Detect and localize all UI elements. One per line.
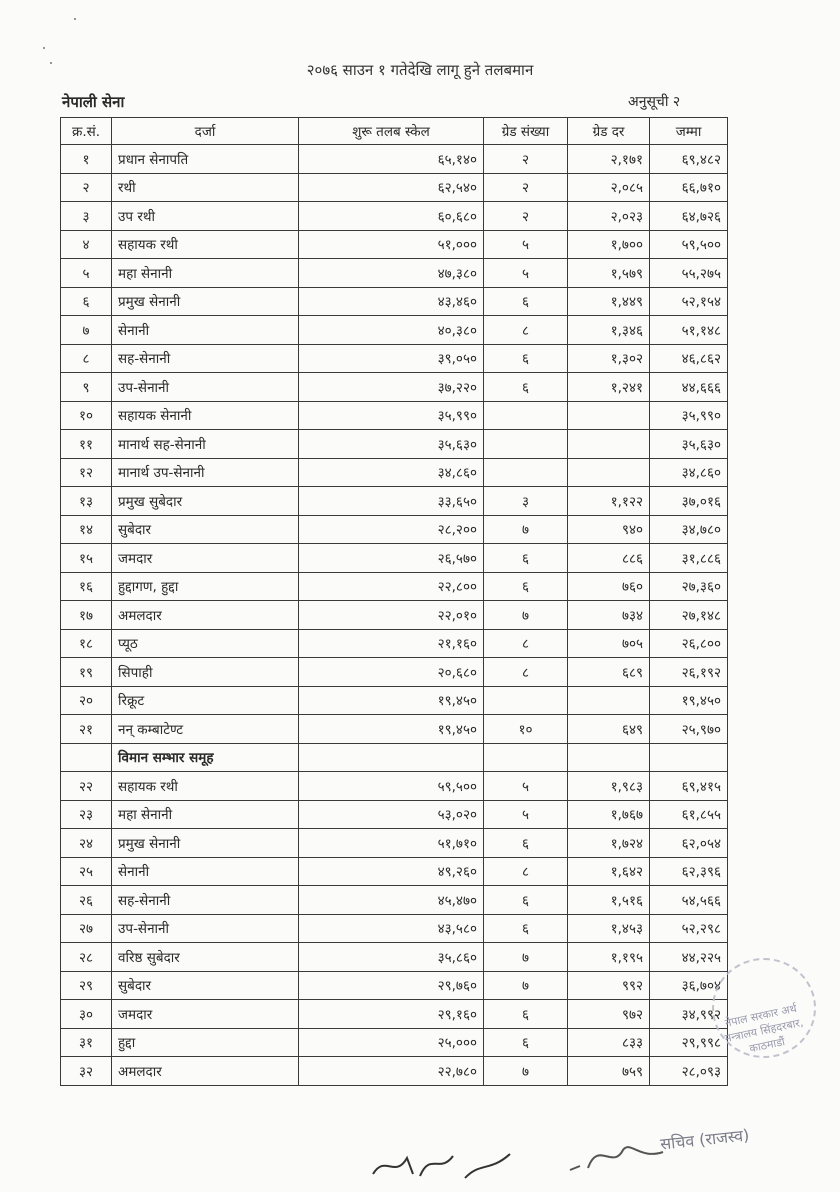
cell-grade-count: ७ <box>484 1057 568 1086</box>
cell-serial-number: २८ <box>61 943 112 972</box>
cell-starting-scale: १९,४५० <box>299 715 484 744</box>
cell-serial-number: ४ <box>61 230 112 259</box>
cell-total: २९,९९८ <box>650 1028 728 1057</box>
table-header-row <box>61 118 728 145</box>
cell-rank: प्यूठ <box>112 629 299 658</box>
cell-serial-number: २७ <box>61 914 112 943</box>
cell-grade-count <box>484 458 568 487</box>
cell-grade-count: २ <box>484 173 568 202</box>
cell-grade-rate: ७०५ <box>568 629 650 658</box>
cell-starting-scale: ३९,०५० <box>299 344 484 373</box>
cell-grade-rate: ८३३ <box>568 1028 650 1057</box>
table-row <box>61 629 728 658</box>
cell-serial-number: ३२ <box>61 1057 112 1086</box>
cell-grade-count: ३ <box>484 487 568 516</box>
cell-serial-number: १७ <box>61 601 112 630</box>
cell-rank: सहायक रथी <box>112 772 299 801</box>
table-row <box>61 202 728 231</box>
header-serial-number: क्र.सं. <box>61 118 112 145</box>
cell-serial-number: ११ <box>61 430 112 459</box>
table-row <box>61 487 728 516</box>
cell-rank: सह-सेनानी <box>112 344 299 373</box>
signature-left <box>365 1144 515 1184</box>
cell-total: ३५,९९० <box>650 401 728 430</box>
page-title: २०७६ साउन १ गतेदेखि लागू हुने तलबमान <box>306 61 534 79</box>
cell-total: २८,०९३ <box>650 1057 728 1086</box>
header-starting-scale: शुरू तलब स्केल <box>299 118 484 145</box>
cell-grade-rate: ७५९ <box>568 1057 650 1086</box>
table-row <box>61 829 728 858</box>
cell-serial-number: ३१ <box>61 1028 112 1057</box>
cell-total: २६,१९२ <box>650 658 728 687</box>
cell-grade-rate <box>568 743 650 772</box>
stamp-text: नेपाल सरकार अर्थ मन्त्रालय सिंहदरबार, काठमाडौं <box>723 1001 805 1056</box>
cell-rank: रथी <box>112 173 299 202</box>
cell-grade-rate <box>568 686 650 715</box>
cell-grade-count: ७ <box>484 971 568 1000</box>
cell-serial-number <box>61 743 112 772</box>
header-grade-rate: ग्रेड दर <box>568 118 650 145</box>
cell-total: ५२,१५४ <box>650 287 728 316</box>
cell-rank: सह-सेनानी <box>112 886 299 915</box>
cell-grade-rate: १,७०० <box>568 230 650 259</box>
cell-serial-number: १८ <box>61 629 112 658</box>
table-row <box>61 715 728 744</box>
cell-grade-rate: १,४४९ <box>568 287 650 316</box>
scan-speck <box>43 47 45 49</box>
table-row <box>61 800 728 829</box>
cell-grade-count: ८ <box>484 629 568 658</box>
cell-total <box>650 743 728 772</box>
cell-total: ३६,७०४ <box>650 971 728 1000</box>
table-row <box>61 686 728 715</box>
cell-rank: प्रमुख सेनानी <box>112 829 299 858</box>
table-row <box>61 1057 728 1086</box>
cell-total: २६,८०० <box>650 629 728 658</box>
cell-serial-number: २९ <box>61 971 112 1000</box>
cell-serial-number: ६ <box>61 287 112 316</box>
cell-total: ३४,७८० <box>650 515 728 544</box>
header-total: जम्मा <box>650 118 728 145</box>
cell-total: ३४,९९२ <box>650 1000 728 1029</box>
cell-starting-scale: १९,४५० <box>299 686 484 715</box>
table-row <box>61 943 728 972</box>
cell-starting-scale: २९,७६० <box>299 971 484 1000</box>
cell-rank: हुद्दा <box>112 1028 299 1057</box>
table-body <box>61 145 728 1086</box>
cell-grade-count: ८ <box>484 658 568 687</box>
cell-total: ३१,८८६ <box>650 544 728 573</box>
cell-starting-scale: ४३,५८० <box>299 914 484 943</box>
cell-starting-scale: २२,०१० <box>299 601 484 630</box>
cell-starting-scale: ४७,३८० <box>299 259 484 288</box>
cell-serial-number: २० <box>61 686 112 715</box>
cell-starting-scale: २६,५७० <box>299 544 484 573</box>
cell-rank: महा सेनानी <box>112 800 299 829</box>
secretary-signature-label: सचिव (राजस्व) <box>659 1125 751 1154</box>
table-row <box>61 145 728 174</box>
cell-grade-count: ६ <box>484 829 568 858</box>
cell-total: ६९,४१५ <box>650 772 728 801</box>
cell-grade-count: ६ <box>484 914 568 943</box>
table-row <box>61 601 728 630</box>
cell-total: ५९,५०० <box>650 230 728 259</box>
cell-total: ६२,३९६ <box>650 857 728 886</box>
cell-rank: सेनानी <box>112 857 299 886</box>
table-row <box>61 544 728 573</box>
cell-rank: प्रधान सेनापति <box>112 145 299 174</box>
table-row <box>61 515 728 544</box>
cell-grade-count: ६ <box>484 572 568 601</box>
cell-serial-number: १६ <box>61 572 112 601</box>
cell-total: ३५,६३० <box>650 430 728 459</box>
table-row <box>61 173 728 202</box>
cell-serial-number: २२ <box>61 772 112 801</box>
cell-rank: सुबेदार <box>112 971 299 1000</box>
cell-rank: उप-सेनानी <box>112 914 299 943</box>
cell-starting-scale: ५३,०२० <box>299 800 484 829</box>
cell-grade-rate <box>568 458 650 487</box>
cell-serial-number: ३ <box>61 202 112 231</box>
cell-serial-number: १० <box>61 401 112 430</box>
table-group-row <box>61 743 728 772</box>
cell-starting-scale: २९,१६० <box>299 1000 484 1029</box>
cell-grade-rate <box>568 401 650 430</box>
cell-grade-count: ६ <box>484 544 568 573</box>
cell-rank: जमदार <box>112 544 299 573</box>
cell-grade-rate: १,१९५ <box>568 943 650 972</box>
cell-starting-scale: ३५,८६० <box>299 943 484 972</box>
cell-total: ४६,८६२ <box>650 344 728 373</box>
cell-serial-number: १ <box>61 145 112 174</box>
cell-rank: सहायक रथी <box>112 230 299 259</box>
cell-grade-count: ५ <box>484 259 568 288</box>
cell-starting-scale: ३४,८६० <box>299 458 484 487</box>
cell-grade-count: २ <box>484 145 568 174</box>
cell-grade-count: ८ <box>484 857 568 886</box>
cell-grade-count: ६ <box>484 1028 568 1057</box>
cell-grade-count: ६ <box>484 1000 568 1029</box>
cell-grade-rate: ७३४ <box>568 601 650 630</box>
cell-rank: अमलदार <box>112 601 299 630</box>
table-row <box>61 1028 728 1057</box>
cell-starting-scale: ६५,१४० <box>299 145 484 174</box>
cell-grade-rate: १,९८३ <box>568 772 650 801</box>
cell-total: ५१,१४८ <box>650 316 728 345</box>
header-rank: दर्जा <box>112 118 299 145</box>
cell-starting-scale: २०,६८० <box>299 658 484 687</box>
cell-rank: नन् कम्बाटेण्ट <box>112 715 299 744</box>
cell-total: १९,४५० <box>650 686 728 715</box>
cell-starting-scale: ४५,४७० <box>299 886 484 915</box>
cell-grade-count: ५ <box>484 772 568 801</box>
cell-total: ६२,०५४ <box>650 829 728 858</box>
cell-starting-scale: २८,२०० <box>299 515 484 544</box>
table-row <box>61 886 728 915</box>
table-row <box>61 401 728 430</box>
cell-rank: वरिष्ठ सुबेदार <box>112 943 299 972</box>
cell-grade-count <box>484 743 568 772</box>
pay-scale-table <box>60 117 728 1086</box>
cell-rank: उप-सेनानी <box>112 373 299 402</box>
cell-starting-scale: ३३,६५० <box>299 487 484 516</box>
table-row <box>61 458 728 487</box>
cell-serial-number: २१ <box>61 715 112 744</box>
cell-total: २५,९७० <box>650 715 728 744</box>
cell-starting-scale: ६२,५४० <box>299 173 484 202</box>
cell-rank: प्रमुख सेनानी <box>112 287 299 316</box>
cell-grade-count: ६ <box>484 373 568 402</box>
cell-grade-count <box>484 686 568 715</box>
cell-starting-scale: ४९,२६० <box>299 857 484 886</box>
cell-total: ५४,५६६ <box>650 886 728 915</box>
cell-total: ५५,२७५ <box>650 259 728 288</box>
cell-rank: हुद्दागण, हुद्दा <box>112 572 299 601</box>
cell-grade-rate: २,०२३ <box>568 202 650 231</box>
cell-grade-count <box>484 401 568 430</box>
cell-grade-rate: ६८९ <box>568 658 650 687</box>
cell-starting-scale: ५१,००० <box>299 230 484 259</box>
cell-grade-rate: १,५७९ <box>568 259 650 288</box>
cell-grade-rate: ६४९ <box>568 715 650 744</box>
cell-rank: प्रमुख सुबेदार <box>112 487 299 516</box>
cell-starting-scale: २५,००० <box>299 1028 484 1057</box>
cell-serial-number: १४ <box>61 515 112 544</box>
cell-rank: अमलदार <box>112 1057 299 1086</box>
cell-rank: उप रथी <box>112 202 299 231</box>
cell-grade-count: २ <box>484 202 568 231</box>
cell-grade-count: ५ <box>484 800 568 829</box>
cell-rank: सेनानी <box>112 316 299 345</box>
cell-grade-rate <box>568 430 650 459</box>
cell-grade-rate: १,६४२ <box>568 857 650 886</box>
cell-rank: महा सेनानी <box>112 259 299 288</box>
cell-grade-rate: १,५१६ <box>568 886 650 915</box>
cell-serial-number: २४ <box>61 829 112 858</box>
cell-grade-rate: ८८६ <box>568 544 650 573</box>
cell-serial-number: ५ <box>61 259 112 288</box>
table-row <box>61 971 728 1000</box>
cell-rank: मानार्थ उप-सेनानी <box>112 458 299 487</box>
table-row <box>61 373 728 402</box>
cell-total: २७,३६० <box>650 572 728 601</box>
cell-grade-count: ८ <box>484 316 568 345</box>
cell-grade-rate: १,३४६ <box>568 316 650 345</box>
cell-serial-number: १९ <box>61 658 112 687</box>
table-row <box>61 344 728 373</box>
cell-rank: मानार्थ सह-सेनानी <box>112 430 299 459</box>
cell-starting-scale <box>299 743 484 772</box>
cell-grade-count <box>484 430 568 459</box>
table-row <box>61 230 728 259</box>
cell-rank: सिपाही <box>112 658 299 687</box>
cell-grade-rate: ९७२ <box>568 1000 650 1029</box>
cell-grade-rate: १,२४१ <box>568 373 650 402</box>
cell-grade-count: ५ <box>484 230 568 259</box>
annex-label: अनुसूची २ <box>628 94 681 110</box>
cell-grade-rate: १,७६७ <box>568 800 650 829</box>
cell-grade-rate: ९४० <box>568 515 650 544</box>
cell-serial-number: २ <box>61 173 112 202</box>
cell-total: ६६,७१० <box>650 173 728 202</box>
cell-grade-count: ७ <box>484 601 568 630</box>
cell-rank: सहायक सेनानी <box>112 401 299 430</box>
cell-starting-scale: ५९,५०० <box>299 772 484 801</box>
cell-grade-count: ७ <box>484 515 568 544</box>
cell-grade-count: ६ <box>484 886 568 915</box>
cell-serial-number: १३ <box>61 487 112 516</box>
cell-serial-number: २३ <box>61 800 112 829</box>
cell-grade-rate: १,३०२ <box>568 344 650 373</box>
cell-starting-scale: ४३,४६० <box>299 287 484 316</box>
cell-serial-number: ९ <box>61 373 112 402</box>
cell-serial-number: १५ <box>61 544 112 573</box>
cell-serial-number: २५ <box>61 857 112 886</box>
cell-starting-scale: ३५,६३० <box>299 430 484 459</box>
signature-right <box>568 1130 668 1180</box>
cell-total: ६१,८५५ <box>650 800 728 829</box>
table-row <box>61 430 728 459</box>
cell-grade-count: १० <box>484 715 568 744</box>
cell-total: ५२,२९८ <box>650 914 728 943</box>
cell-serial-number: १२ <box>61 458 112 487</box>
cell-serial-number: ३० <box>61 1000 112 1029</box>
cell-rank: विमान सम्भार समूह <box>112 743 299 772</box>
cell-grade-count: ६ <box>484 344 568 373</box>
scan-speck <box>74 18 76 20</box>
cell-total: ४४,६६६ <box>650 373 728 402</box>
table-row <box>61 259 728 288</box>
cell-grade-count: ७ <box>484 943 568 972</box>
cell-serial-number: ८ <box>61 344 112 373</box>
cell-starting-scale: ४०,३८० <box>299 316 484 345</box>
cell-starting-scale: ३५,९९० <box>299 401 484 430</box>
table-row <box>61 857 728 886</box>
cell-starting-scale: २१,१६० <box>299 629 484 658</box>
cell-grade-rate: ७६० <box>568 572 650 601</box>
cell-rank: जमदार <box>112 1000 299 1029</box>
table-row <box>61 572 728 601</box>
cell-grade-rate: २,०८५ <box>568 173 650 202</box>
header-grade-count: ग्रेड संख्या <box>484 118 568 145</box>
cell-total: ३७,०१६ <box>650 487 728 516</box>
cell-total: २७,१४८ <box>650 601 728 630</box>
cell-starting-scale: २२,८०० <box>299 572 484 601</box>
cell-starting-scale: २२,७८० <box>299 1057 484 1086</box>
table-row <box>61 316 728 345</box>
cell-rank: रिक्रूट <box>112 686 299 715</box>
table-row <box>61 1000 728 1029</box>
organization-name: नेपाली सेना <box>62 93 125 111</box>
cell-grade-rate: १,७२४ <box>568 829 650 858</box>
table-row <box>61 772 728 801</box>
cell-serial-number: २६ <box>61 886 112 915</box>
cell-total: ३४,८६० <box>650 458 728 487</box>
table-row <box>61 658 728 687</box>
cell-total: ६९,४८२ <box>650 145 728 174</box>
cell-grade-rate: १,४५३ <box>568 914 650 943</box>
cell-grade-rate: २,१७१ <box>568 145 650 174</box>
cell-grade-rate: ९९२ <box>568 971 650 1000</box>
cell-starting-scale: ५१,७१० <box>299 829 484 858</box>
cell-grade-rate: १,१२२ <box>568 487 650 516</box>
cell-grade-count: ६ <box>484 287 568 316</box>
cell-total: ६४,७२६ <box>650 202 728 231</box>
table-row <box>61 914 728 943</box>
cell-total: ४४,२२५ <box>650 943 728 972</box>
cell-serial-number: ७ <box>61 316 112 345</box>
cell-starting-scale: ३७,२२० <box>299 373 484 402</box>
table-row <box>61 287 728 316</box>
cell-starting-scale: ६०,६८० <box>299 202 484 231</box>
cell-rank: सुबेदार <box>112 515 299 544</box>
